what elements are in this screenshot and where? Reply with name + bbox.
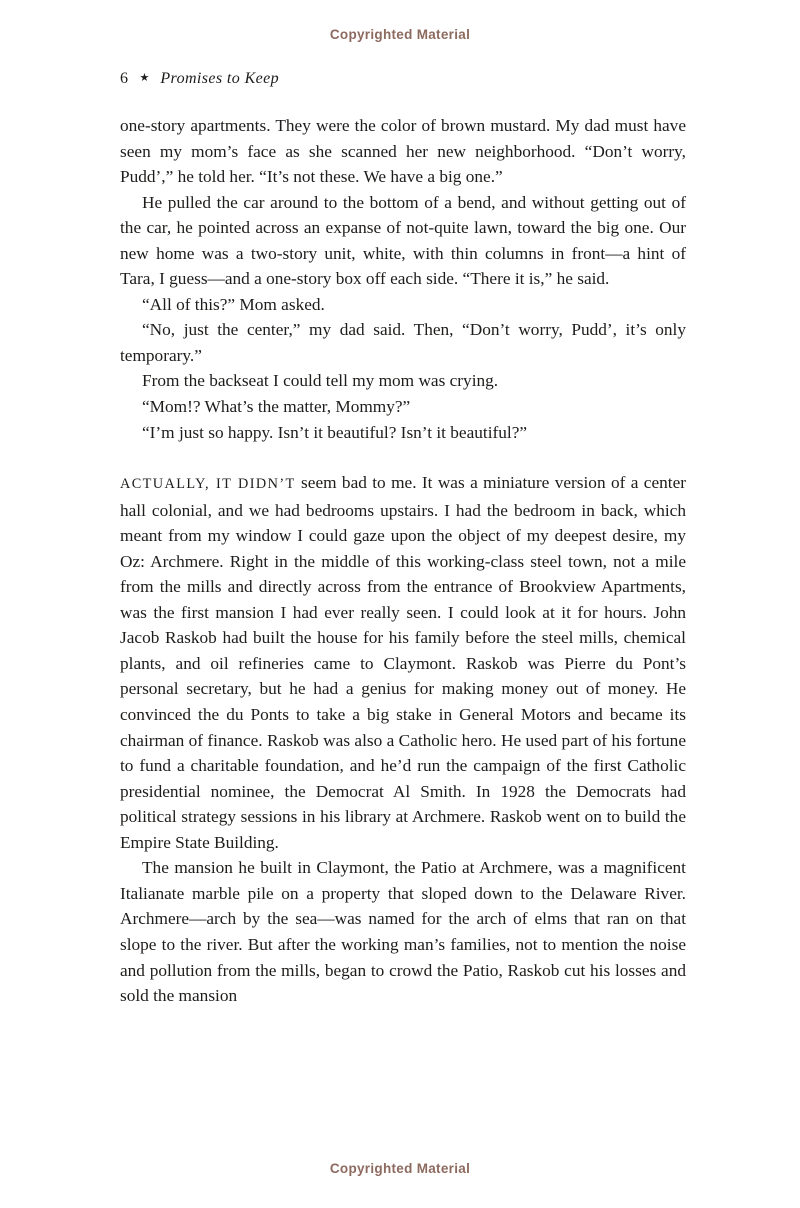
smallcaps-lead: ACTUALLY, IT DIDN’T [120, 476, 296, 493]
paragraph: “No, just the center,” my dad said. Then, “Don’t worry, Pudd’, it’s only temporary.” [120, 320, 686, 365]
star-separator-icon: ★ [139, 72, 150, 84]
copyright-notice-bottom: Copyrighted Material [329, 1161, 471, 1176]
book-title: Promises to Keep [160, 70, 280, 87]
paragraph: From the backseat I could tell my mom was crying. [142, 371, 499, 391]
page-number: 6 [120, 70, 129, 87]
paragraph: “All of this?” Mom asked. [142, 294, 325, 314]
page-body [120, 113, 686, 1009]
paragraph: ACTUALLY, IT DIDN’T seem bad to me. It was a miniature version of a center hall colonial, and we had bedrooms upstairs. I had the bedroom in back, which meant from my window I could gaze upon the object of my deepest desire, my Oz: Archmere. Right in the middle of this working-class steel town, not a mile from the mills and directly across from the entrance of Brookview Apartments, was the first mansion I had ever really seen. I could look at it for hours. John Jacob Raskob had built the house for his family before the steel mills, chemical plants, and oil refineries came to Claymont. Raskob was Pierre du Pont’s personal secretary, but he had a genius for making money out of money. He convinced the du Ponts to take a big stake in General Motors and became its chairman of finance. Raskob was also a Catholic hero. He used part of his fortune to fund a charitable foundation, and he’d run the campaign of the first Catholic presidential nominee, the Democrat Al Smith. In 1928 the Democrats had political strategy sessions in his library at Archmere. Raskob went on to build the Empire State Building. [120, 473, 686, 852]
paragraph: one-story apartments. They were the color of brown mustard. My dad must have seen my mom’s face as she scanned her new neighborhood. “Don’t worry, Pudd’,” he told her. “It’s not these. We have a big one.” [120, 116, 686, 187]
paragraph: The mansion he built in Claymont, the Patio at Archmere, was a magnificent Italianate marble pile on a property that sloped down to the Delaware River. Archmere—arch by the sea—was named for the arch of elms that ran on that slope to the river. But after the working man’s families, not to mention the noise and pollution from the mills, began to crowd the Patio, Raskob cut his losses and sold the mansion [120, 858, 686, 1006]
paragraph: “Mom!? What’s the matter, Mommy?” [142, 397, 411, 417]
copyright-notice-top: Copyrighted Material [329, 27, 471, 42]
paragraph: He pulled the car around to the bottom of a bend, and without getting out of the car, he pointed across an expanse of not-quite lawn, toward the big one. Our new home was a two-story unit, white, with thin columns in front—a hint of Tara, I guess—and a one-story box off each side. “There it is,” he said. [120, 192, 686, 289]
running-header [120, 70, 686, 88]
paragraph: “I’m just so happy. Isn’t it beautiful? Isn’t it beautiful?” [142, 422, 528, 442]
